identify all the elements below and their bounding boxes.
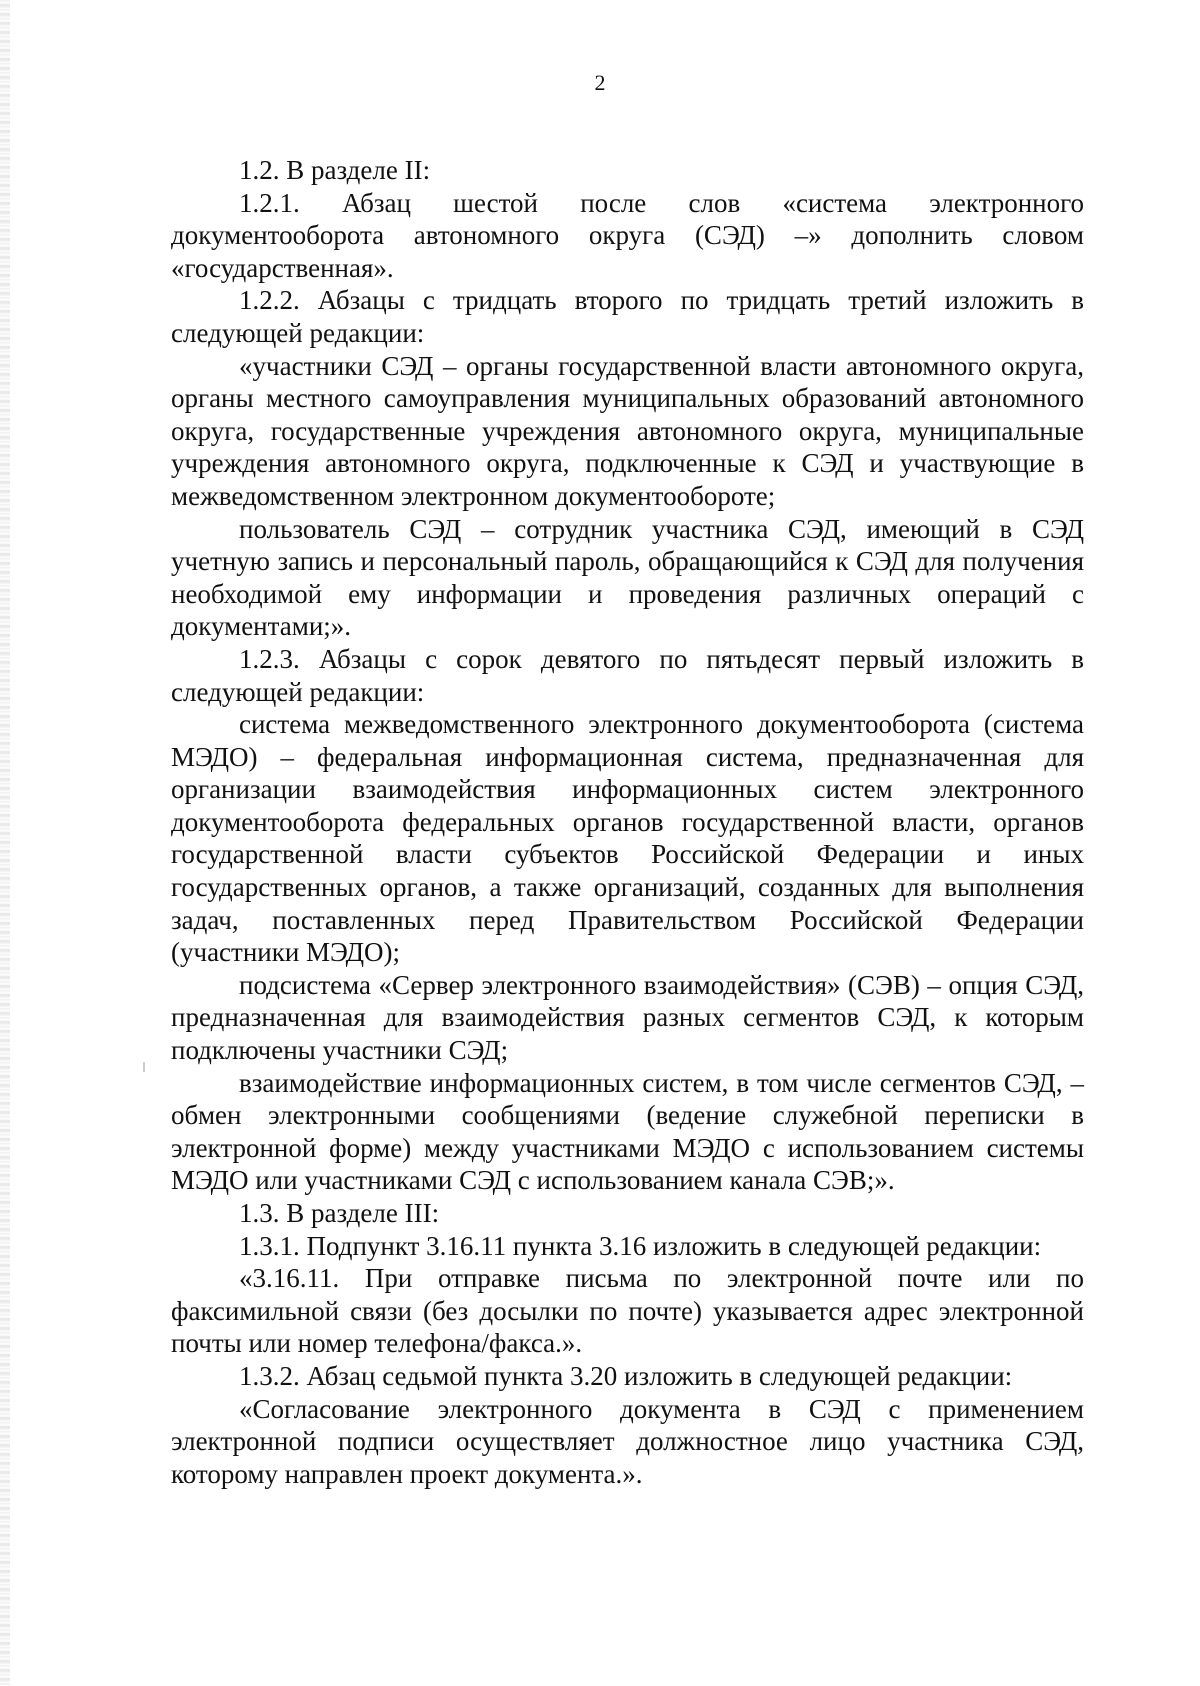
paragraph-approval: «Согласование электронного документа в СЭД с применением электронной подписи осуществляет должностное лицо участника СЭД, которому направлен проект документа.».	[171, 1393, 1084, 1489]
paragraph-1-2-1: 1.2.1. Абзац шестой после слов «система электронного документооборота автономного округа (СЭД) –» дополнить словом «государственная».	[171, 187, 1084, 283]
paragraph-interaction: взаимодействие информационных систем, в том числе сегментов СЭД, – обмен электронными сообщениями (ведение служебной переписки в электронной форме) между участниками МЭДО с использованием системы МЭДО или участниками СЭД с использованием канала СЭВ;».	[171, 1067, 1084, 1196]
scan-edge	[0, 0, 10, 1686]
page-number: 2	[594, 70, 606, 95]
paragraph-1-3-2: 1.3.2. Абзац седьмой пункта 3.20 изложить в следующей редакции:	[239, 1360, 1013, 1391]
paragraph-user-sed: пользователь СЭД – сотрудник участника СЭД, имеющий в СЭД учетную запись и персональный пароль, обращающийся к СЭД для получения необходимой ему информации и проведения различных операций с документами;».	[171, 513, 1084, 642]
paragraph-1-2: 1.2. В разделе II:	[239, 155, 431, 185]
paragraph-1-3: 1.3. В разделе III:	[239, 1198, 440, 1228]
paragraph-participants-sed: «участники СЭД – органы государственной власти автономного округа, органы местного самоуправления муниципальных образований автономного округа, государственные учреждения автономного округа, муниципальные учреждения автономного округа, подключенные к СЭД и участвующие в межведомственном электронном документообороте;	[171, 350, 1084, 511]
paragraph-sev-subsystem: подсистема «Сервер электронного взаимодействия» (СЭВ) – опция СЭД, предназначенная для взаимодействия разных сегментов СЭД, к которым подключены участники СЭД;	[171, 969, 1084, 1066]
scan-mark	[143, 1062, 145, 1072]
document-body	[171, 154, 1084, 1490]
paragraph-medo-system: система межведомственного электронного документооборота (система МЭДО) – федеральная информационная система, предназначенная для организации взаимодействия информационных систем электронного документооборота федеральных органов государственной власти, органов государственной власти субъектов Российской Федерации и иных государственных органов, а также организаций, созданных для выполнения задач, поставленных перед Правительством Российской Федерации (участники МЭДО);	[171, 709, 1084, 968]
paragraph-1-2-2: 1.2.2. Абзацы с тридцать второго по тридцать третий изложить в следующей редакции:	[171, 285, 1084, 348]
paragraph-1-2-3: 1.2.3. Абзацы с сорок девятого по пятьдесят первый изложить в следующей редакции:	[171, 643, 1084, 707]
paragraph-1-3-1: 1.3.1. Подпункт 3.16.11 пункта 3.16 изложить в следующей редакции:	[239, 1230, 1042, 1261]
paragraph-3-16-11: «3.16.11. При отправке письма по электронной почте или по факсимильной связи (без досылки по почте) указывается адрес электронной почты или номер телефона/факса.».	[171, 1263, 1084, 1359]
